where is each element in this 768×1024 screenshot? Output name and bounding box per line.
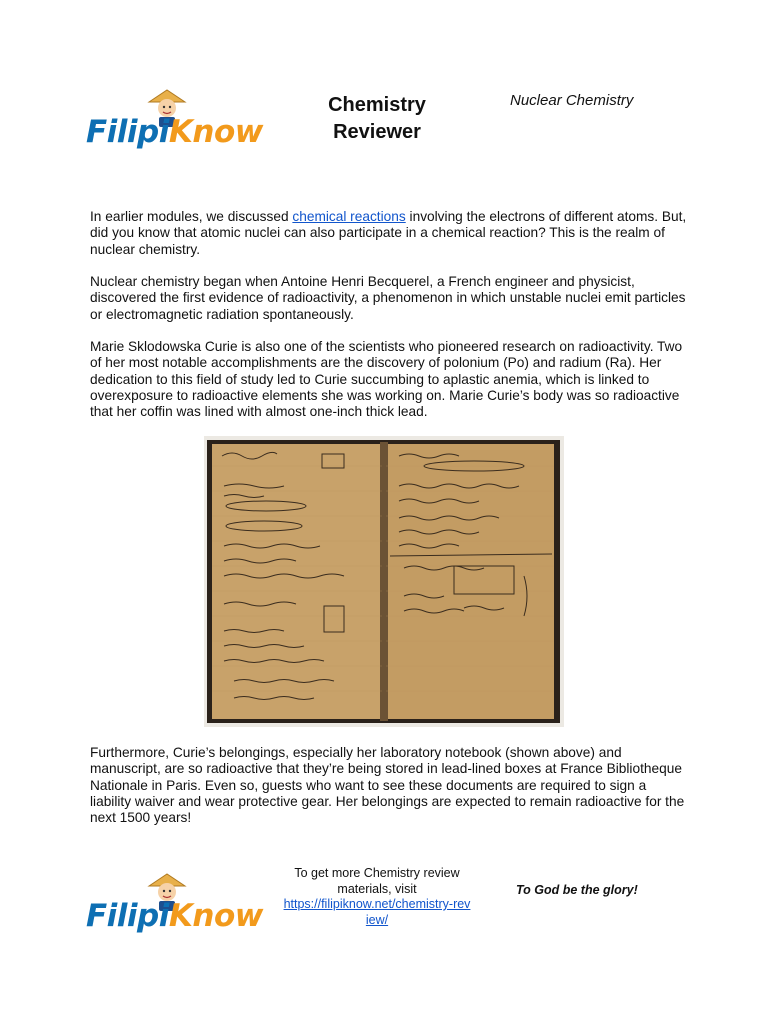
filipiknow-logo[interactable] [86, 84, 263, 164]
filipiknow-footer-logo[interactable] [86, 868, 263, 948]
logo-wordmark: FilipiKnow [86, 114, 263, 150]
footer-motto: To God be the glory! [516, 883, 638, 897]
paragraph-becquerel: Nuclear chemistry began when Antoine Henri Becquerel, a French engineer and physicist, discovered the first evidence of radioactivity, a phenomenon in which unstable nuclei emit particles or electromagnetic radiation spontaneously. [90, 274, 686, 322]
document-title: Chemistry Reviewer [328, 94, 426, 143]
paragraph-belongings: Furthermore, Curie’s belongings, especially her laboratory notebook (shown above) and manuscript, are so radioactive that they’re being stored in lead-lined boxes at France Bibliotheque Nationale in Paris. Even so, guests who want to see these documents are required to sign a liability waiver and wear protective gear. Her belongings are expected to remain radioactive for the next 1500 years! [90, 745, 685, 826]
document-subject: Nuclear Chemistry [510, 92, 634, 109]
curie-notebook-image [204, 436, 564, 727]
paragraph-intro: In earlier modules, we discussed chemical reactions involving the electrons of different atoms. But, did you know that atomic nuclei can also participate in a chemical reaction? This is the realm of nuclear chemistry. [90, 209, 687, 257]
footer-cta [283, 866, 471, 928]
footer-cta-text: To get more Chemistry review materials, visit [294, 866, 460, 896]
paragraph-curie: Marie Sklodowska Curie is also one of the scientists who pioneered research on radioactivity. Two of her most notable accomplishments are the discovery of polonium (Po) and radium (Ra). Her dedication to this field of study led to Curie succumbing to aplastic anemia, which is linked to overexposure to radioactive elements she was working on. Marie Curie’s body was so radioactive that her coffin was lined with almost one-inch thick lead. [90, 339, 683, 420]
review-materials-link[interactable]: https://filipiknow.net/chemistry-review/ [283, 897, 471, 927]
chemical-reactions-link[interactable]: chemical reactions [292, 209, 406, 224]
logo-wordmark: FilipiKnow [86, 898, 263, 934]
